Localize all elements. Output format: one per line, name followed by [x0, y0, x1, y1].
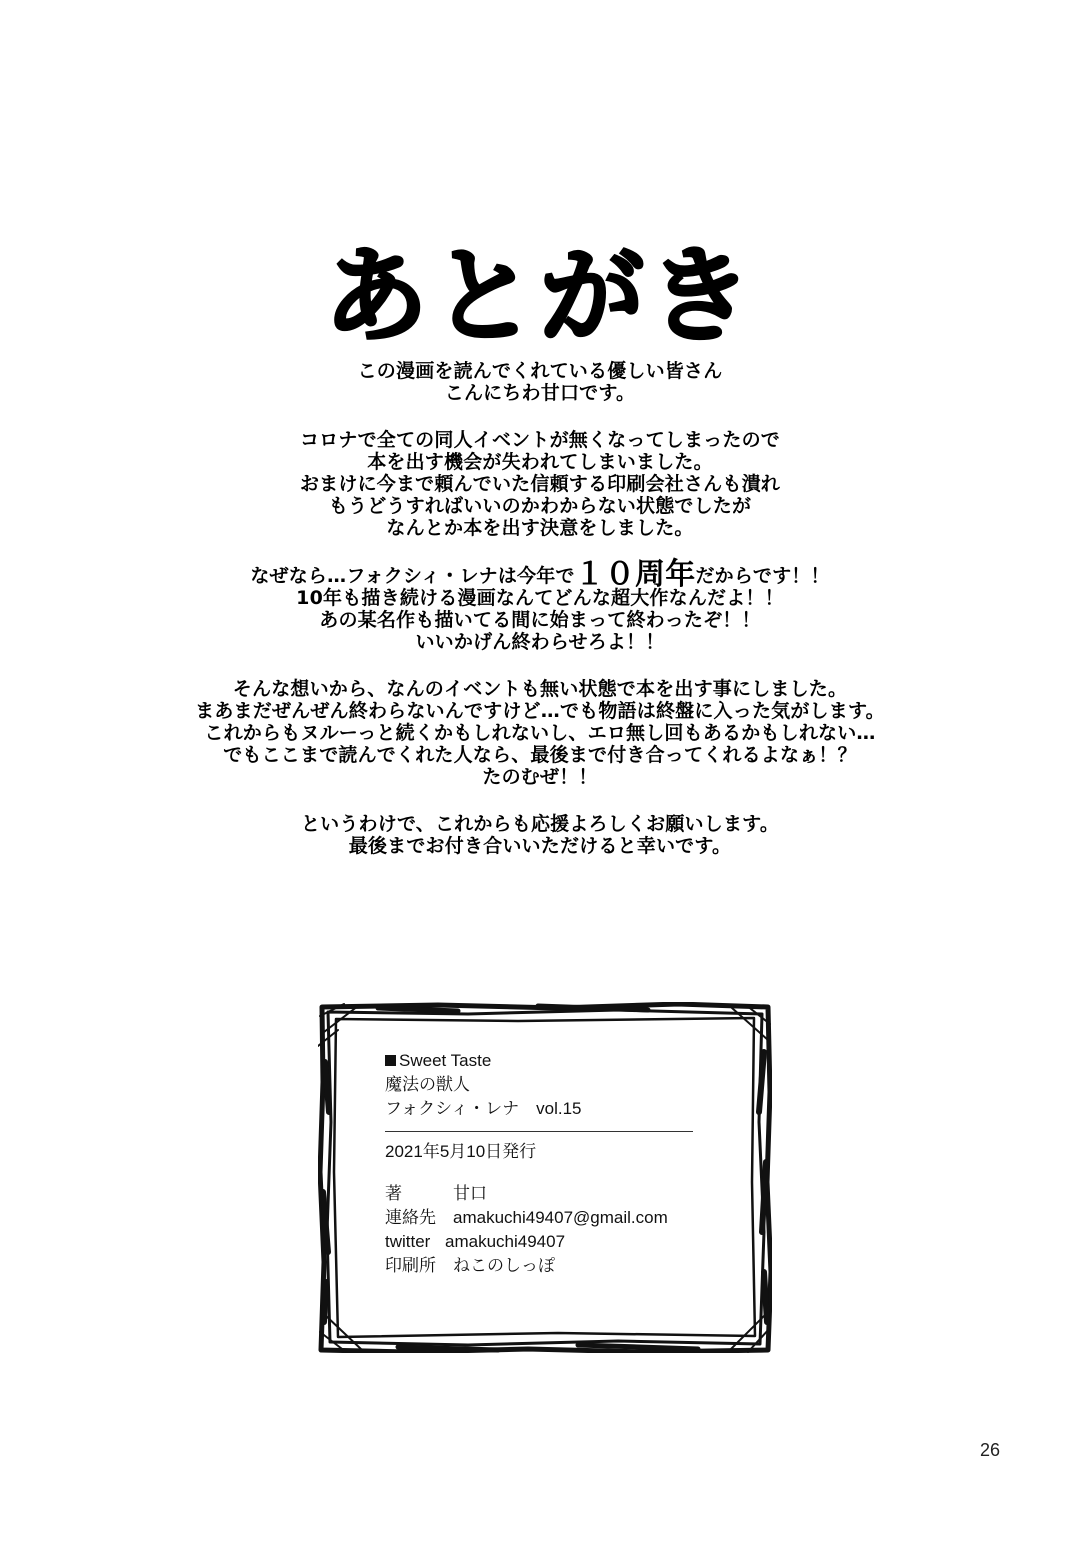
text-line: というわけで、これからも応援よろしくお願いします。: [300, 813, 780, 835]
text-line: この漫画を読んでくれている優しい皆さん: [357, 360, 723, 382]
circle-name-row: [385, 1049, 693, 1073]
text-line: 最後までお付き合いいただけると幸いです。: [348, 835, 732, 857]
twitter-row: [385, 1230, 693, 1254]
text-line: あの某名作も描いてる間に始まって終わったぞ！！: [319, 609, 761, 631]
emphasis-anniversary: １０周年: [574, 557, 696, 592]
text-line: たのむぜ！！: [482, 766, 598, 788]
text-line: いいかげん終わらせろよ！！: [415, 631, 665, 653]
afterword-title: あとがき: [323, 235, 756, 357]
text-line: これからもヌルーっと続くかもしれないし、エロ無し回もあるかもしれない…: [204, 722, 876, 744]
text-line: 本を出す機会が失われてしまいました。: [367, 451, 713, 473]
paragraph-corona: [0, 429, 1080, 539]
author-name: 甘口: [453, 1184, 487, 1203]
text-line: でもここまで読んでくれた人なら、最後まで付き合ってくれるよなぁ！？: [223, 744, 857, 766]
divider: [385, 1131, 693, 1132]
afterword-body: [0, 360, 1080, 882]
text-line: おまけに今まで頼んでいた信頼する印刷会社さんも潰れ: [299, 473, 780, 495]
paragraph-thoughts: [0, 678, 1080, 788]
text-line: こんにちわ甘口です。: [444, 382, 636, 404]
printer-label: 印刷所: [385, 1256, 436, 1275]
author-label: 著: [385, 1184, 402, 1203]
circle-name: Sweet Taste: [399, 1051, 492, 1070]
author-row: [385, 1182, 693, 1206]
contact-row: [385, 1206, 693, 1230]
text-line: なんとか本を出す決意をしました。: [386, 517, 694, 539]
contact-label: 連絡先: [385, 1208, 436, 1227]
printer-row: [385, 1254, 693, 1278]
colophon: [385, 1049, 693, 1278]
series-name: 魔法の獣人: [385, 1075, 470, 1094]
twitter-label: twitter: [385, 1232, 431, 1251]
contact-email: amakuchi49407@gmail.com: [453, 1208, 668, 1227]
paragraph-anniversary: [0, 557, 1080, 653]
black-square-icon: [385, 1055, 396, 1066]
text-line: まあまだぜんぜん終わらないんですけど…でも物語は終盤に入った気がします。: [195, 700, 885, 722]
text-line: そんな想いから、なんのイベントも無い状態で本を出す事にしました。: [232, 678, 848, 700]
text-line: コロナで全ての同人イベントが無くなってしまったので: [299, 429, 780, 451]
twitter-handle: amakuchi49407: [445, 1232, 566, 1251]
volume-title: フォクシィ・レナ vol.15: [385, 1099, 582, 1118]
text-segment: だからです！！: [695, 565, 830, 587]
publish-date: 2021年5月10日発行: [385, 1142, 537, 1161]
text-line: [0, 557, 1080, 592]
paragraph-closing: [0, 813, 1080, 857]
text-line: もうどうすればいいのかわからない状態でしたが: [328, 495, 752, 517]
paragraph-greeting: [0, 360, 1080, 404]
text-segment: なぜなら…フォクシィ・レナは今年で: [250, 565, 575, 587]
page-number: 26: [979, 1440, 1001, 1460]
text-line: 10年も描き続ける漫画なんてどんな超大作なんだよ！！: [296, 587, 784, 609]
printer-name: ねこのしっぽ: [453, 1256, 555, 1275]
